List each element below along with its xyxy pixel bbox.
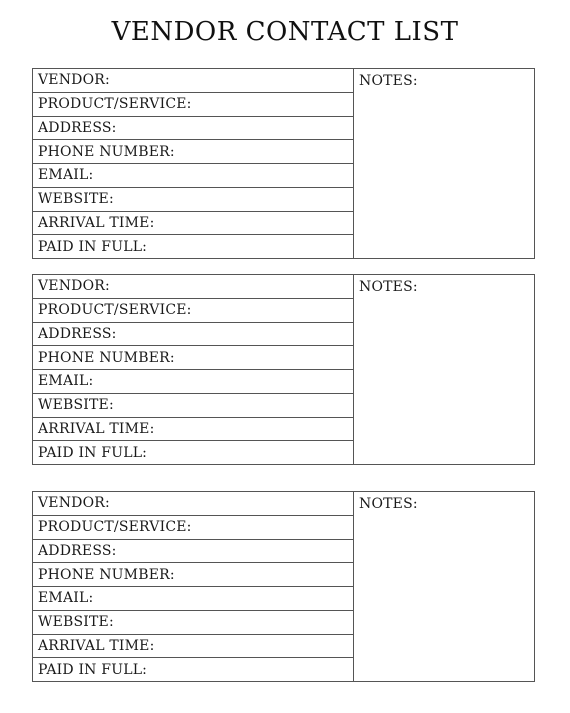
vendor-field[interactable]: VENDOR: bbox=[33, 69, 353, 93]
vendor-card-3 bbox=[32, 491, 535, 682]
website-field[interactable]: WEBSITE: bbox=[33, 611, 353, 635]
email-field[interactable]: EMAIL: bbox=[33, 370, 353, 394]
vendor-card-1 bbox=[32, 68, 535, 259]
phone-number-field[interactable]: PHONE NUMBER: bbox=[33, 346, 353, 370]
phone-number-field[interactable]: PHONE NUMBER: bbox=[33, 563, 353, 587]
product-service-field[interactable]: PRODUCT/SERVICE: bbox=[33, 516, 353, 540]
website-field[interactable]: WEBSITE: bbox=[33, 188, 353, 212]
arrival-time-field[interactable]: ARRIVAL TIME: bbox=[33, 635, 353, 659]
paid-in-full-field[interactable]: PAID IN FULL: bbox=[38, 238, 148, 255]
address-field[interactable]: ADDRESS: bbox=[33, 117, 353, 141]
vendor-field[interactable]: VENDOR: bbox=[33, 275, 353, 299]
vendor-field[interactable]: VENDOR: bbox=[33, 492, 353, 516]
phone-number-field[interactable]: PHONE NUMBER: bbox=[33, 140, 353, 164]
address-field[interactable]: ADDRESS: bbox=[33, 540, 353, 564]
notes-area[interactable]: NOTES: bbox=[359, 496, 418, 512]
vendor-card-2 bbox=[32, 274, 535, 465]
product-service-field[interactable]: PRODUCT/SERVICE: bbox=[33, 93, 353, 117]
arrival-time-field[interactable]: ARRIVAL TIME: bbox=[33, 212, 353, 236]
vendor-fields bbox=[33, 275, 354, 464]
email-field[interactable]: EMAIL: bbox=[33, 587, 353, 611]
vendor-fields bbox=[33, 69, 354, 258]
page-title: VENDOR CONTACT LIST bbox=[111, 17, 459, 47]
notes-area[interactable]: NOTES: bbox=[359, 73, 418, 89]
address-field[interactable]: ADDRESS: bbox=[33, 323, 353, 347]
paid-in-full-field[interactable]: PAID IN FULL: bbox=[38, 661, 148, 678]
website-field[interactable]: WEBSITE: bbox=[33, 394, 353, 418]
email-field[interactable]: EMAIL: bbox=[33, 164, 353, 188]
arrival-time-field[interactable]: ARRIVAL TIME: bbox=[33, 418, 353, 442]
vendor-fields bbox=[33, 492, 354, 681]
paid-in-full-field[interactable]: PAID IN FULL: bbox=[38, 444, 148, 461]
product-service-field[interactable]: PRODUCT/SERVICE: bbox=[33, 299, 353, 323]
notes-area[interactable]: NOTES: bbox=[359, 279, 418, 295]
